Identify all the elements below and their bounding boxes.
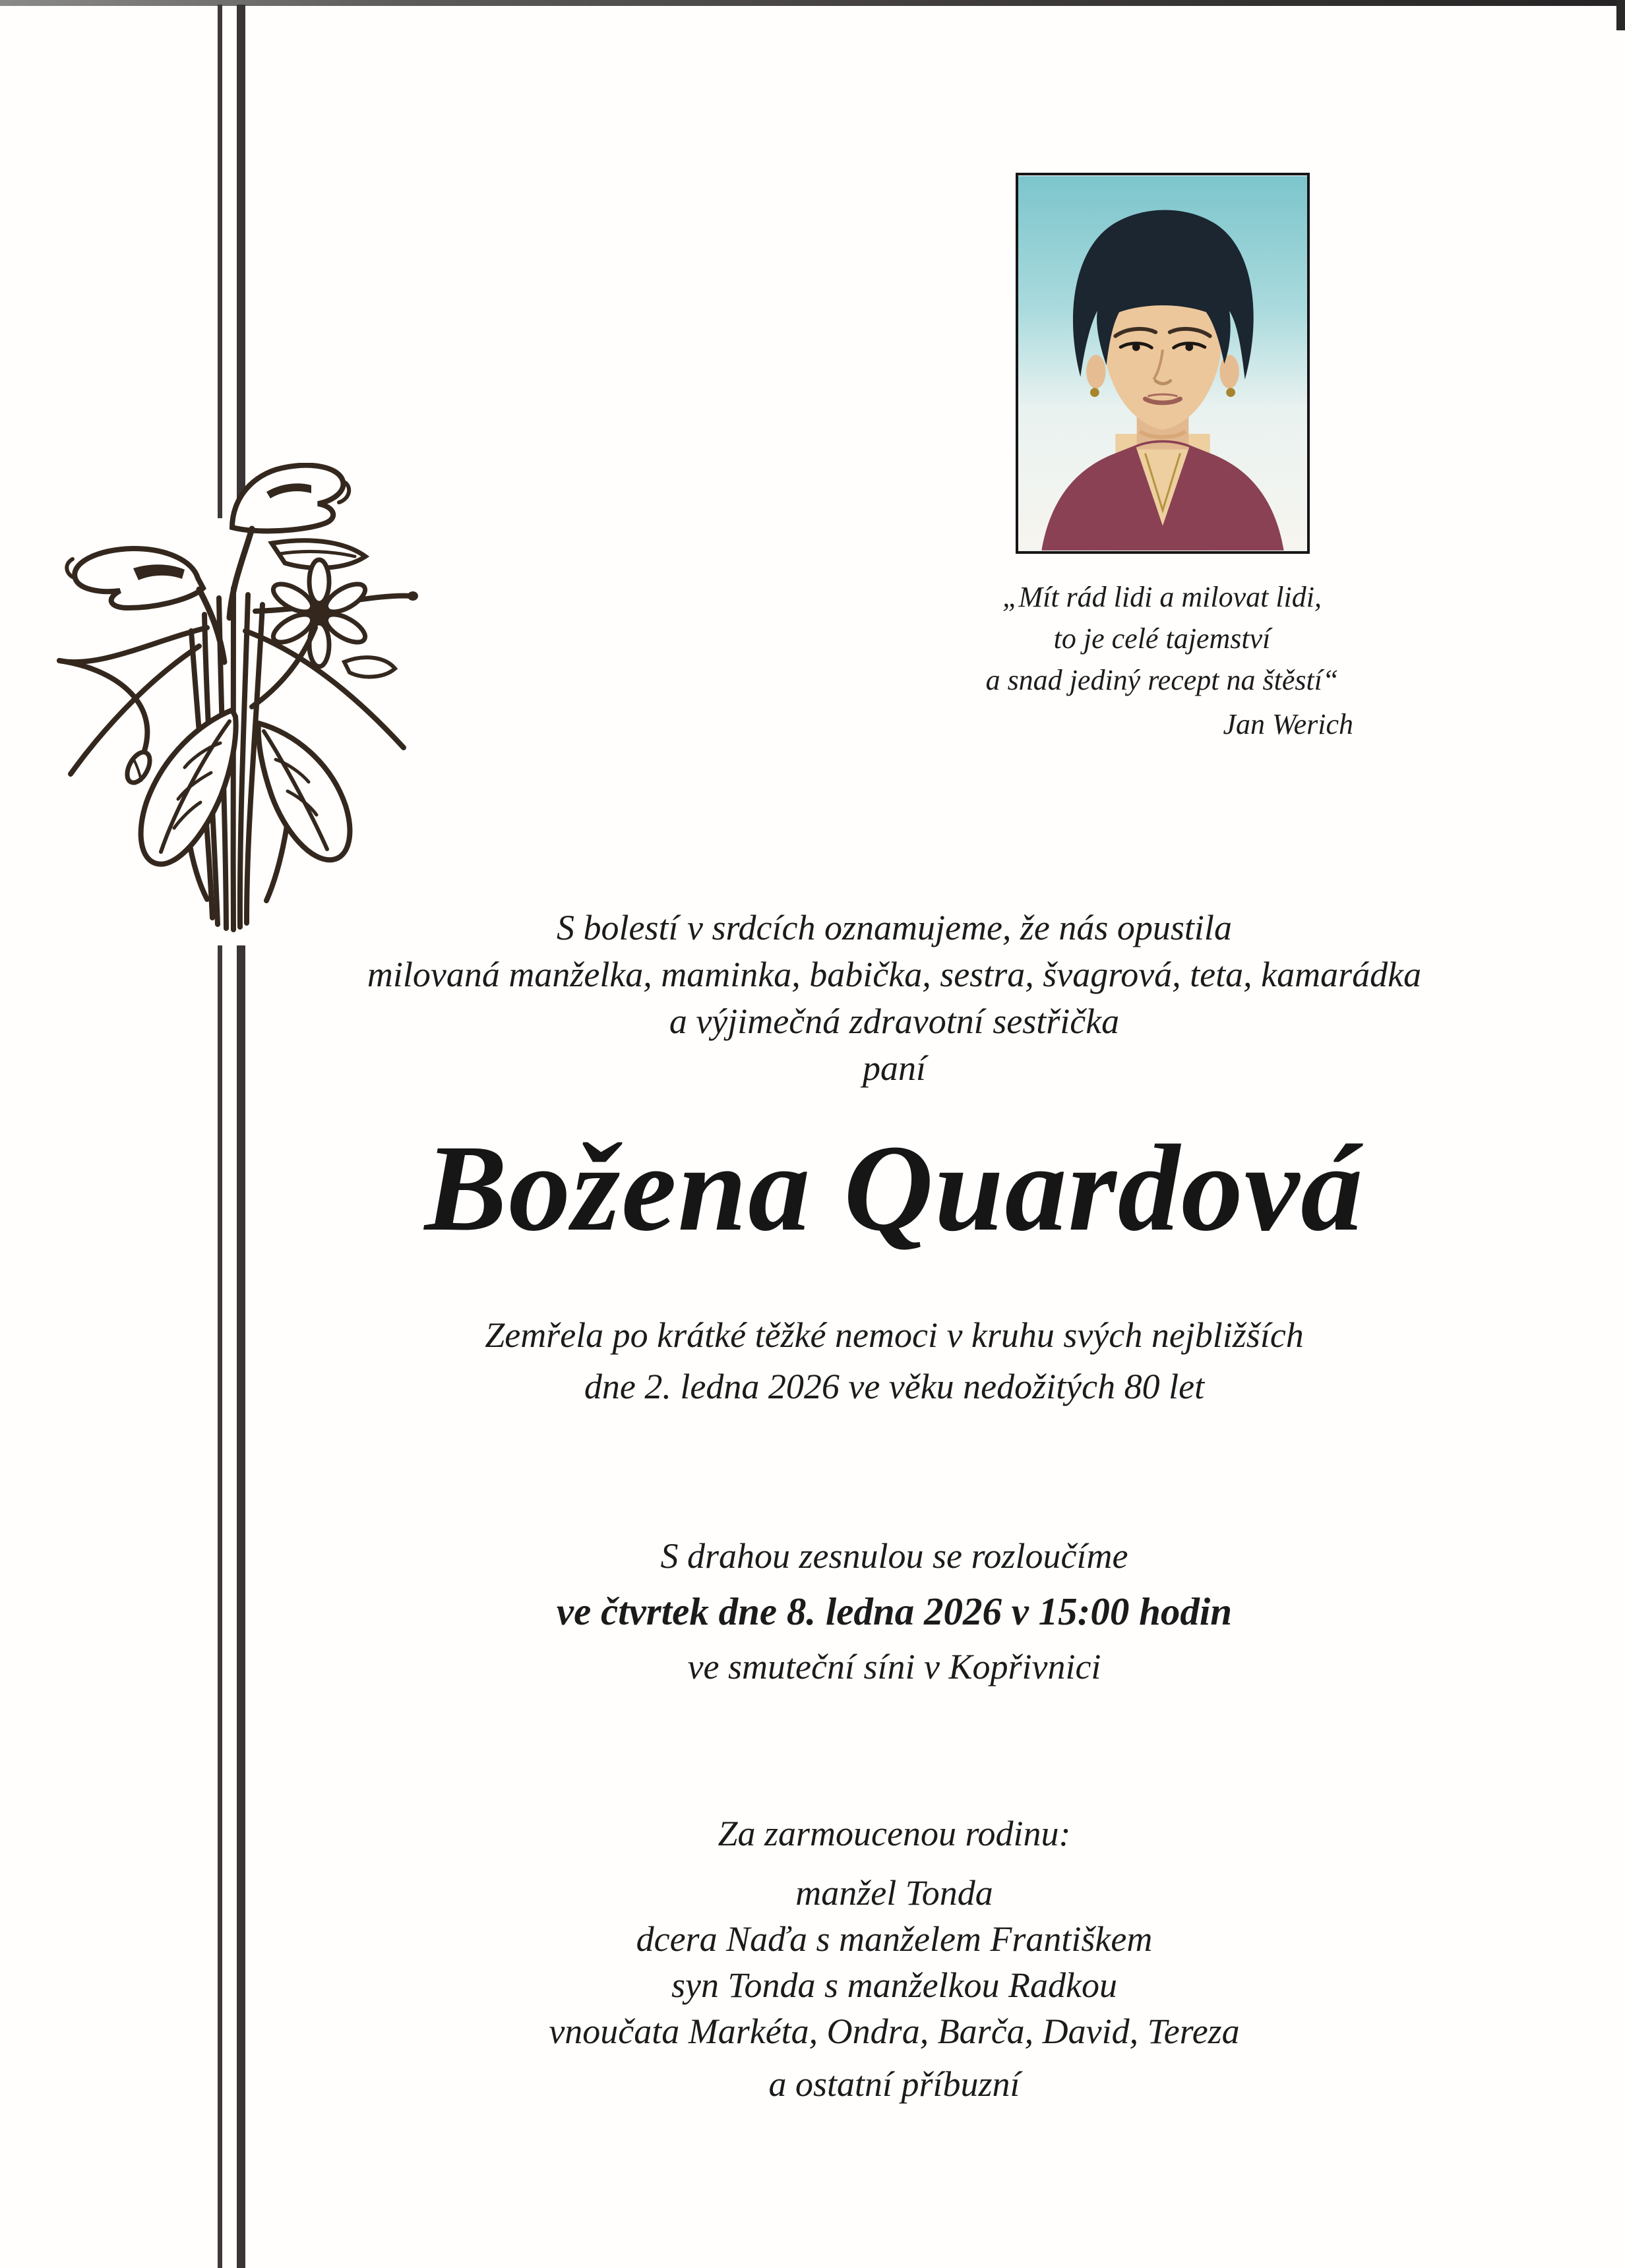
family-members (164, 1870, 1625, 2054)
death-info-line-2: dne 2. ledna 2026 ve věku nedožitých 80 let (584, 1367, 1205, 1406)
announcement-line-4: paní (862, 1048, 926, 1088)
announcement-line-2: milovaná manželka, maminka, babička, sestra, švagrová, teta, kamarádka (367, 955, 1422, 994)
family-heading: Za zarmoucenou rodinu: (718, 1814, 1071, 1853)
farewell-place: ve smuteční síni v Kopřivnici (687, 1647, 1101, 1686)
announcement-line-1: S bolestí v srdcích oznamujeme, že nás opustila (557, 908, 1232, 947)
top-scan-hook (1616, 0, 1625, 30)
quote-line-3: a snad jediný recept na štěstí“ (985, 664, 1339, 696)
death-info (164, 1309, 1625, 1412)
quote-line-2: to je celé tajemství (1053, 622, 1271, 655)
quote-author: Jan Werich (1223, 708, 1353, 740)
family-member: syn Tonda s manželkou Radkou (671, 1965, 1117, 2005)
memorial-quote (964, 576, 1360, 745)
family-closing: a ostatní příbuzní (768, 2064, 1020, 2104)
quote-line-1: „Mít rád lidi a milovat lidi, (1002, 581, 1322, 613)
farewell-info (164, 1528, 1625, 1694)
deceased-name: Božena Quardová (424, 1119, 1364, 1257)
farewell-intro: S drahou zesnulou se rozloučíme (660, 1536, 1128, 1576)
family-member: dcera Naďa s manželem Františkem (636, 1919, 1153, 1959)
announcement (164, 905, 1625, 1092)
family-member: vnoučata Markéta, Ondra, Barča, David, Tereza (549, 2012, 1240, 2051)
farewell-datetime: ve čtvrtek dne 8. ledna 2026 v 15:00 hodin (556, 1590, 1233, 1633)
portrait-photo (1016, 173, 1310, 554)
death-info-line-1: Zemřela po krátké těžké nemoci v kruhu svých nejbližších (485, 1315, 1304, 1355)
family-member: manžel Tonda (795, 1873, 993, 1913)
calla-lily-bouquet-illustration (34, 463, 423, 959)
announcement-line-3: a výjimečná zdravotní sestřička (669, 1001, 1120, 1041)
